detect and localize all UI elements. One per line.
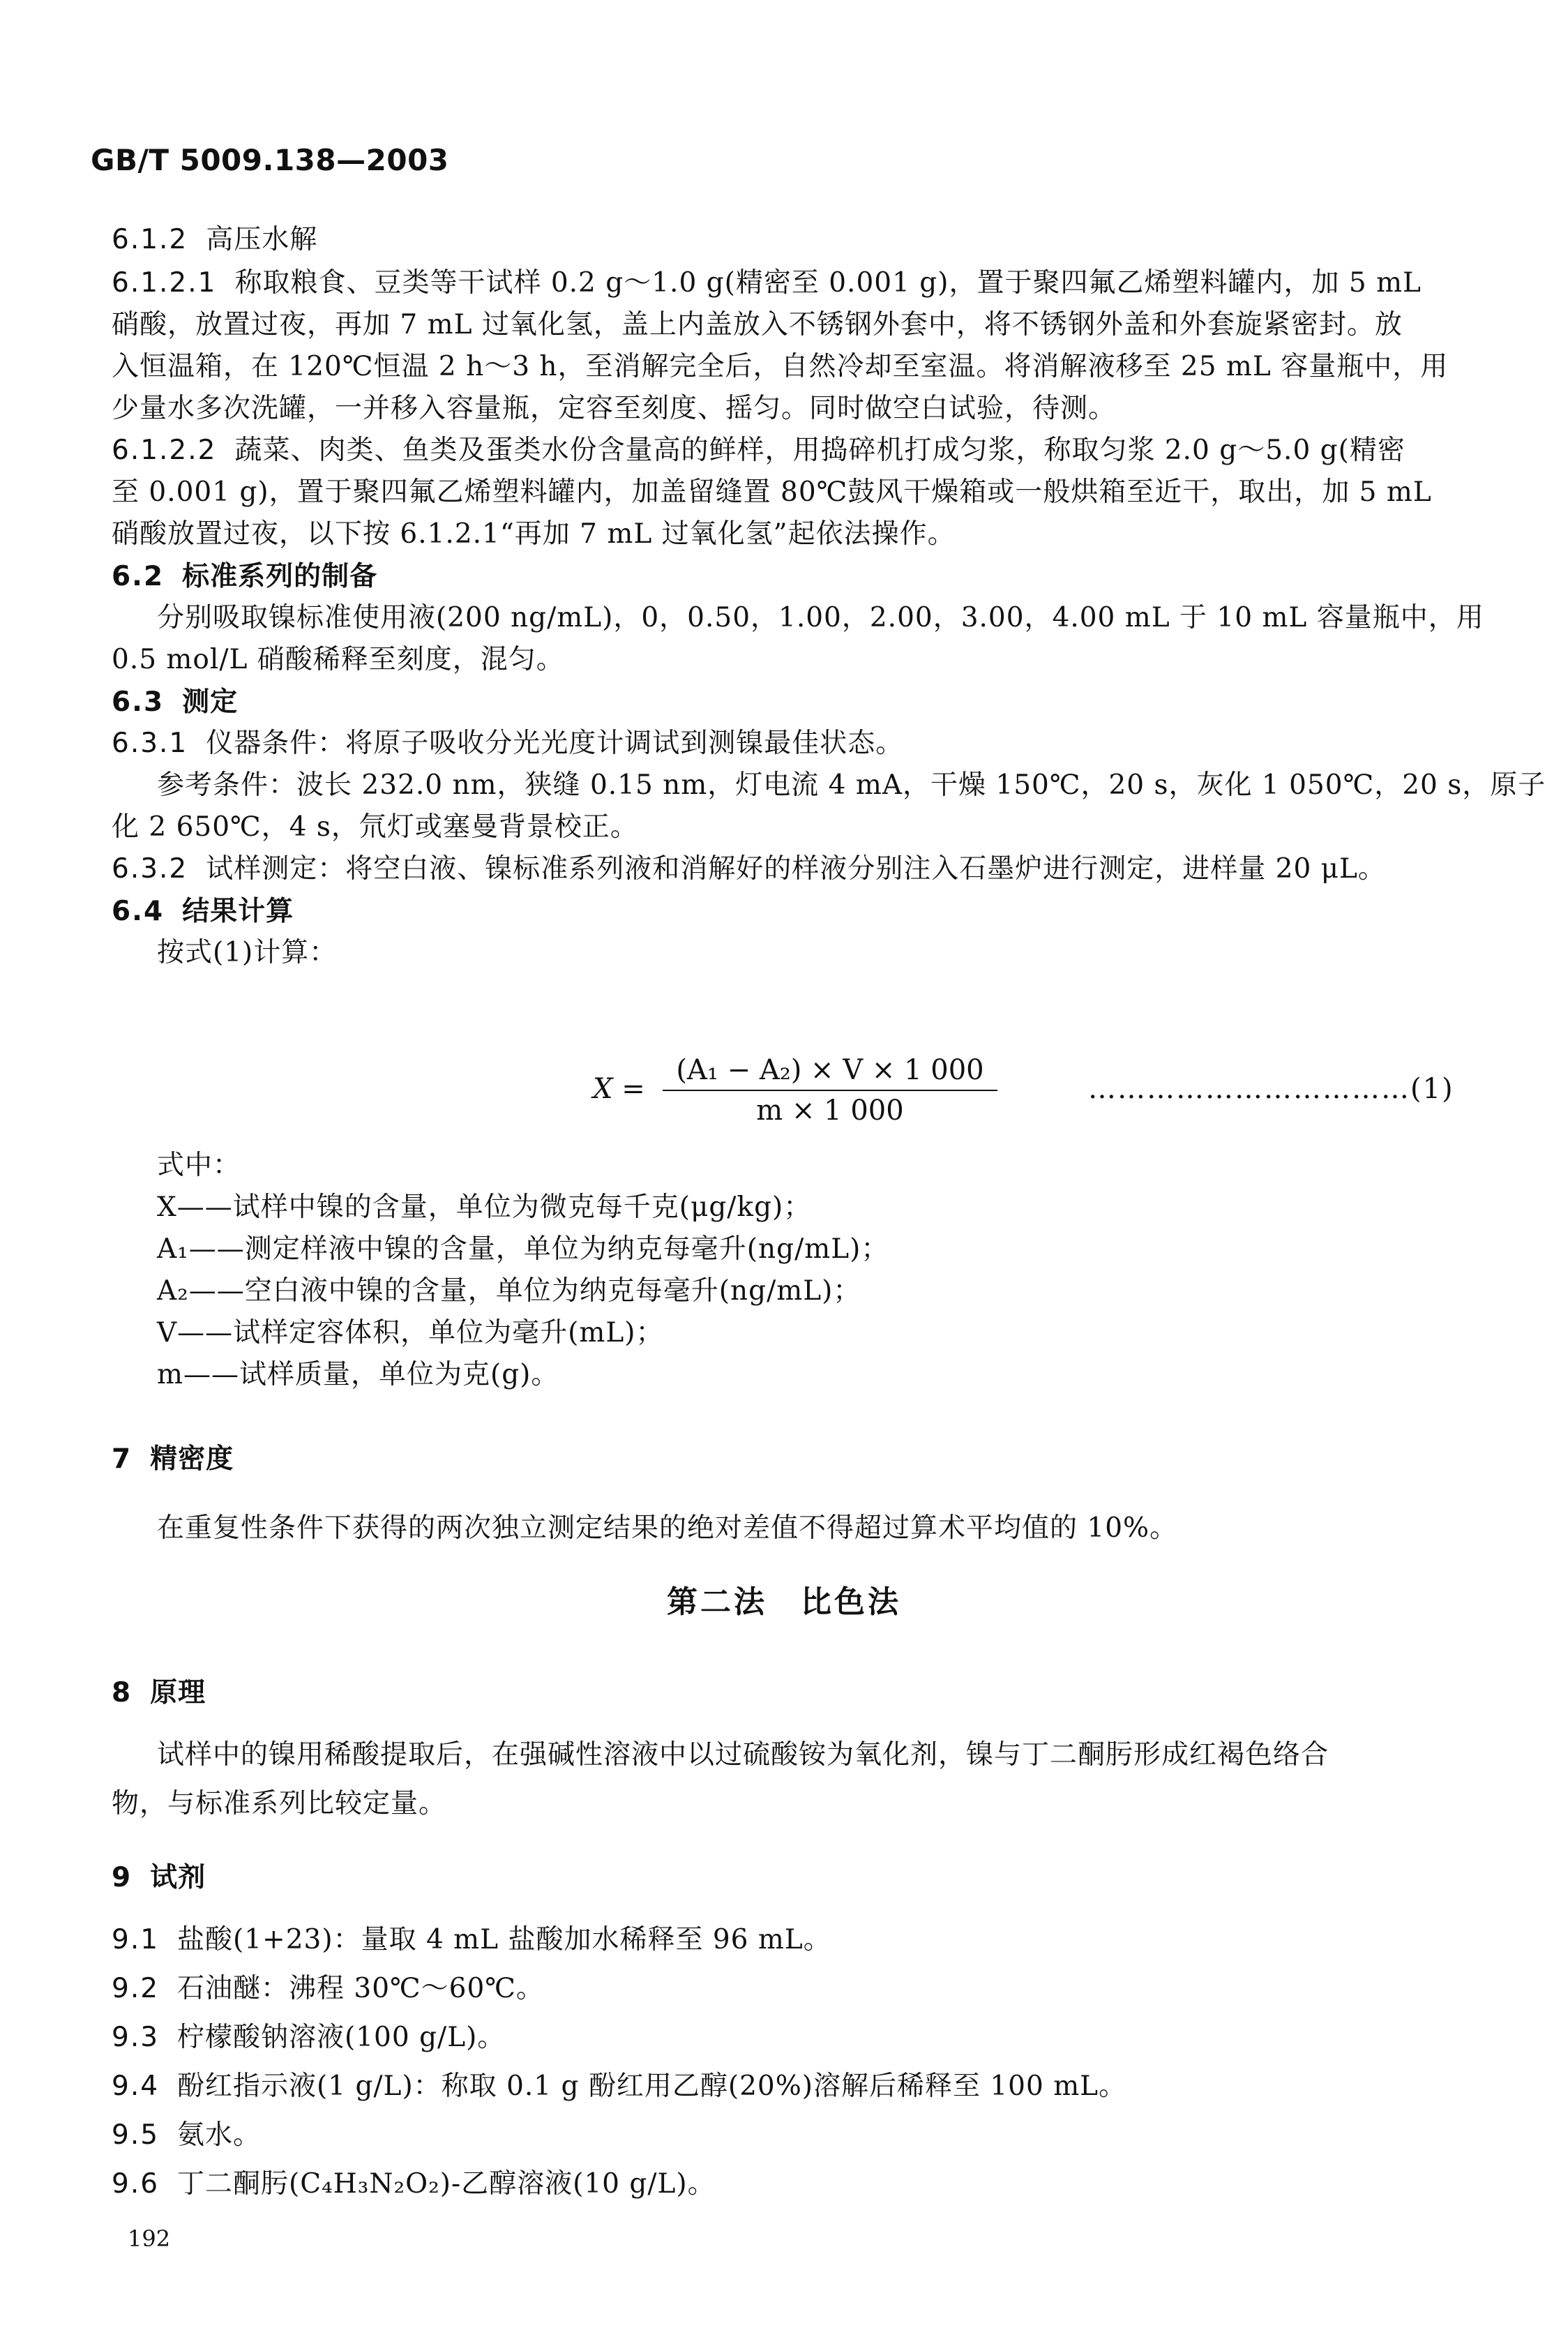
line-text: 按式(1)计算：: [157, 937, 338, 968]
line-text: 标准系列的制备: [182, 560, 378, 592]
text-line: [157, 1273, 1517, 1309]
clause-number: 9.4: [112, 2071, 160, 2102]
text-line: [157, 1315, 1517, 1351]
formula-lhs: X =: [593, 1073, 645, 1105]
formula-fraction: [663, 1052, 997, 1129]
clause-number: 6.3.2: [112, 853, 188, 885]
text-line: [112, 474, 1472, 511]
clause-number: 6.1.2: [112, 224, 188, 255]
line-text: 0.5 mol/L 硝酸稀释至刻度，混匀。: [112, 644, 564, 675]
text-line: [112, 1922, 1472, 1958]
clause-number: 9.5: [112, 2119, 160, 2151]
clause-number: 7: [112, 1443, 133, 1475]
text-line: [157, 1510, 1517, 1547]
line-text: 分别吸取镍标准使用液(200 ng/mL)，0，0.50，1.00，2.00，3.00，4.00 mL 于 10 mL 容量瓶中，用: [157, 602, 1484, 633]
line-text: X——试样中镍的含量，单位为微克每千克(μg/kg)；: [157, 1192, 812, 1223]
text-line: [112, 2020, 1472, 2056]
text-line: [112, 265, 1472, 301]
clause-number: 9.2: [112, 1973, 160, 2004]
text-line: [157, 767, 1546, 804]
line-text: 精密度: [150, 1443, 234, 1475]
line-text: 盐酸(1+23)：量取 4 mL 盐酸加水稀释至 96 mL。: [177, 1924, 831, 1955]
text-line: [157, 600, 1517, 636]
standard-header: GB/T 5009.138—2003: [91, 143, 449, 177]
line-text: 在重复性条件下获得的两次独立测定结果的绝对差值不得超过算术平均值的 10%。: [157, 1512, 1178, 1544]
text-line: [112, 809, 1472, 846]
line-text: 参考条件：波长 232.0 nm，狭缝 0.15 nm，灯电流 4 mA，干燥 150℃，20 s，灰化 1 050℃，20 s，原子: [157, 769, 1546, 801]
page-number: 192: [128, 2225, 171, 2252]
line-text: 化 2 650℃，4 s，氘灯或塞曼背景校正。: [112, 811, 638, 843]
line-text: 物，与标准系列比较定量。: [112, 1788, 447, 1819]
text-line: [157, 1737, 1517, 1773]
fraction-bar: [663, 1090, 997, 1091]
clause-number: 9: [112, 1862, 133, 1893]
line-text: 称取粮食、豆类等干试样 0.2 g～1.0 g(精密至 0.001 g)，置于聚四氟乙烯塑料罐内，加 5 mL: [234, 267, 1422, 299]
method-two-title: 第二法 比色法: [667, 1584, 901, 1620]
clause-number: 9.3: [112, 2022, 160, 2053]
line-text: 硝酸，放置过夜，再加 7 mL 过氧化氢，盖上内盖放入不锈钢外套中，将不锈钢外盖和外套旋紧密封。放: [112, 309, 1403, 340]
line-text: 酚红指示液(1 g/L)：称取 0.1 g 酚红用乙醇(20%)溶解后稀释至 100 mL。: [177, 2071, 1127, 2102]
text-line: [112, 1441, 1472, 1478]
text-line: [157, 1189, 1517, 1226]
line-text: 少量水多次洗罐，一并移入容量瓶，定容至刻度、摇匀。同时做空白试验，待测。: [112, 393, 1117, 424]
text-line: [112, 684, 1472, 721]
line-text: 仪器条件：将原子吸收分光光度计调试到测镍最佳状态。: [206, 728, 904, 759]
text-line: [112, 307, 1472, 343]
clause-number: 9.6: [112, 2168, 160, 2200]
formula-1: [593, 1052, 1500, 1136]
clause-number: 6.2: [112, 561, 165, 592]
text-line: [112, 1674, 1472, 1711]
text-line: [112, 516, 1472, 553]
text-line: [112, 433, 1472, 469]
text-line: [112, 1859, 1472, 1896]
line-text: 原理: [150, 1676, 206, 1708]
line-text: 石油醚：沸程 30℃～60℃。: [177, 1973, 544, 2004]
text-line: [157, 1357, 1517, 1393]
line-text: 入恒温箱，在 120℃恒温 2 h～3 h，至消解完全后，自然冷却至室温。将消解液移至 25 mL 容量瓶中，用: [112, 351, 1449, 382]
clause-number: 6.4: [112, 896, 165, 927]
clause-number: 6.3.1: [112, 728, 188, 759]
line-text: 硝酸放置过夜，以下按 6.1.2.1“再加 7 mL 过氧化氢”起依法操作。: [112, 518, 956, 550]
text-line: [112, 1786, 1472, 1822]
line-text: 试样中的镍用稀酸提取后，在强碱性溶液中以过硫酸铵为氧化剂，镍与丁二酮肟形成红褐色络合: [157, 1739, 1329, 1771]
text-line: [112, 893, 1472, 930]
line-text: 丁二酮肟(C₄H₃N₂O₂)-乙醇溶液(10 g/L)。: [177, 2168, 716, 2200]
line-text: 结果计算: [182, 895, 294, 927]
line-text: 试样测定：将空白液、镍标准系列液和消解好的样液分别注入石墨炉进行测定，进样量 20 μL。: [206, 853, 1386, 885]
text-line: [157, 1231, 1517, 1268]
text-line: [112, 726, 1472, 762]
line-text: 柠檬酸钠溶液(100 g/L)。: [177, 2022, 506, 2053]
line-text: V——试样定容体积，单位为毫升(mL)；: [157, 1317, 664, 1348]
line-text: 式中：: [157, 1150, 241, 1181]
text-line: [157, 1148, 1517, 1184]
line-text: A₁——测定样液中镍的含量，单位为纳克每毫升(ng/mL)；: [157, 1233, 889, 1265]
formula-numerator: (A₁ − A₂) × V × 1 000: [676, 1054, 984, 1086]
text-line: [112, 642, 1472, 678]
text-line: [112, 1971, 1472, 2007]
line-text: m——试样质量，单位为克(g)。: [157, 1359, 559, 1390]
text-line: [112, 391, 1472, 427]
text-line: [112, 851, 1472, 887]
line-text: 高压水解: [206, 224, 318, 255]
equation-number: ……………………………(1): [1088, 1073, 1454, 1105]
line-text: A₂——空白液中镍的含量，单位为纳克每毫升(ng/mL)；: [157, 1275, 861, 1307]
text-line: [112, 2117, 1472, 2154]
text-line: [112, 558, 1472, 595]
text-line: [157, 935, 1517, 971]
line-text: 蔬菜、肉类、鱼类及蛋类水份含量高的鲜样，用捣碎机打成匀浆，称取匀浆 2.0 g～5.0 g(精密: [234, 435, 1405, 466]
clause-number: 6.1.2.1: [112, 267, 217, 299]
text-line: [112, 2166, 1472, 2202]
clause-number: 9.1: [112, 1924, 160, 1955]
clause-number: 6.1.2.2: [112, 435, 217, 466]
line-text: 至 0.001 g)，置于聚四氟乙烯塑料罐内，加盖留缝置 80℃鼓风干燥箱或一般烘箱至近干，取出，加 5 mL: [112, 476, 1432, 508]
line-text: 氨水。: [177, 2119, 262, 2151]
clause-number: 6.3: [112, 686, 165, 718]
clause-number: 8: [112, 1677, 133, 1708]
line-text: 试剂: [150, 1861, 206, 1893]
text-line: [112, 222, 1472, 258]
text-line: [112, 349, 1472, 385]
line-text: 测定: [182, 686, 239, 718]
formula-denominator: m × 1 000: [756, 1095, 904, 1127]
text-line: [112, 2068, 1472, 2105]
